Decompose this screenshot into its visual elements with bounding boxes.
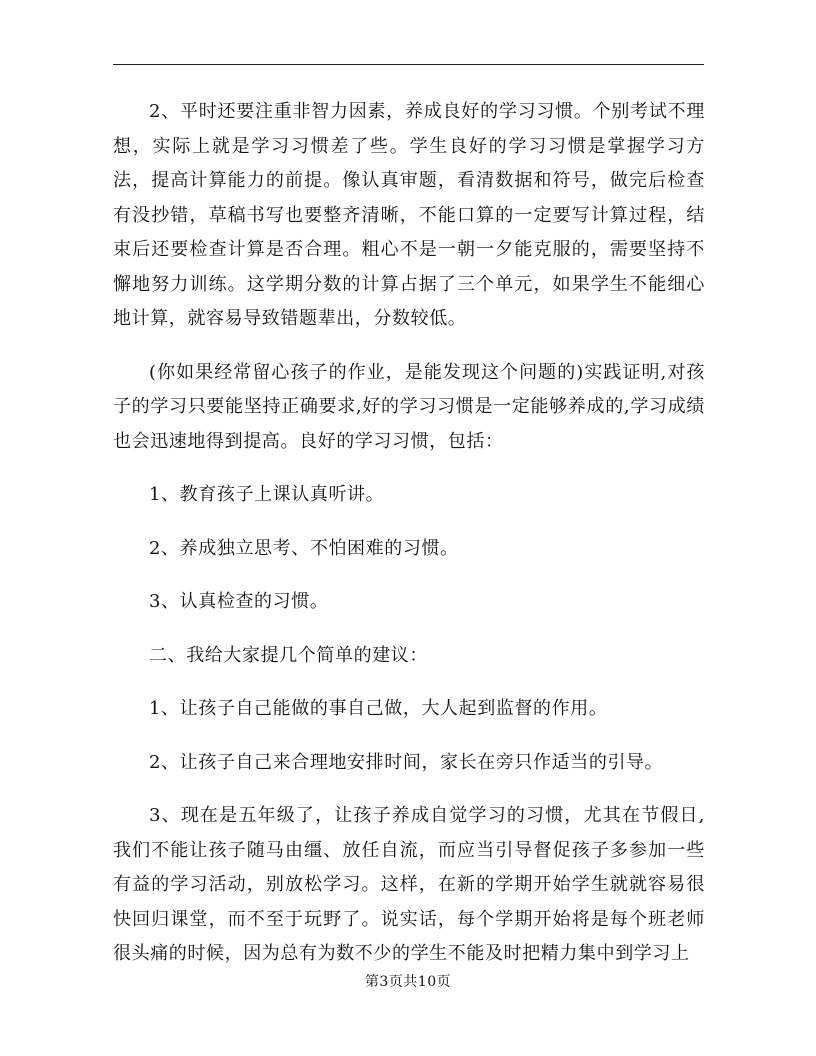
suggestion-item-1: 1、让孩子自己能做的事自己做，大人起到监督的作用。	[149, 698, 608, 719]
page-number: 第3页共10页	[364, 974, 452, 990]
paragraph-practice-proves: (你如果经常留心孩子的作业，是能发现这个问题的)实践证明,对孩子的学习只要能坚持正确要求,好的学习习惯是一定能够养成的,学习成绩也会迅速地得到提高。良好的学习习惯，包括：	[113, 361, 705, 452]
paragraph-self-study: 3、现在是五年级了，让孩子养成自觉学习的习惯，尤其在节假日,我们不能让孩子随马由缰、放任自流，而应当引导督促孩子多参加一些有益的学习活动，别放松学习。这样，在新的学期开始学生就就容易很快回归课堂，而不至于玩野了。说实话，每个学期开始将是每个班老师很头痛的时候，因为总有为数不少的学生不能及时把精力集中到学习上	[113, 805, 705, 964]
habit-item-3: 3、认真检查的习惯。	[149, 591, 329, 612]
paragraph-study-habits: 2、平时还要注重非智力因素，养成良好的学习习惯。个别考试不理想，实际上就是学习习惯差了些。学生良好的学习习惯是掌握学习方法，提高计算能力的前提。像认真审题，看清数据和符号，做完后检查有没抄错，草稿书写也要整齐清晰，不能口算的一定要写计算过程，结束后还要检查计算是否合理。粗心不是一朝一夕能克服的，需要坚持不懈地努力训练。这学期分数的计算占据了三个单元，如果学生不能细心地计算，就容易导致错题辈出，分数较低。	[113, 101, 705, 329]
suggestion-item-2: 2、让孩子自己来合理地安排时间，家长在旁只作适当的引导。	[149, 751, 664, 773]
habit-item-2: 2、养成独立思考、不怕困难的习惯。	[149, 537, 459, 559]
document-body	[113, 95, 705, 972]
section-heading-suggestions: 二、我给大家提几个简单的建议：	[149, 644, 428, 666]
header-rule	[113, 64, 704, 65]
habit-item-1: 1、教育孩子上课认真听讲。	[149, 484, 385, 505]
